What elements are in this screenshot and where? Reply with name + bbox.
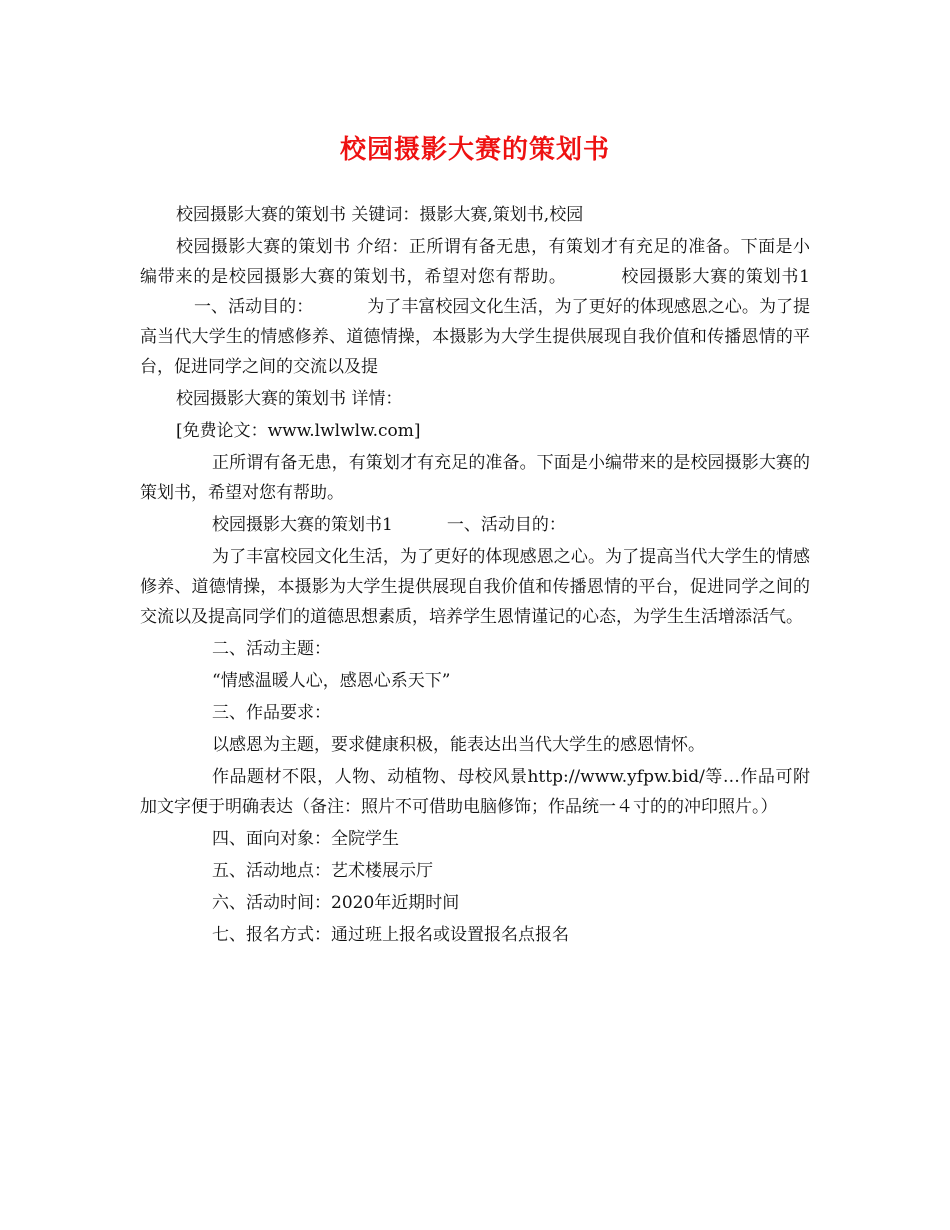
- plan-title: 校园摄影大赛的策划书1: [212, 515, 393, 535]
- page-title: 校园摄影大赛的策划书: [339, 135, 610, 165]
- preface-paragraph: 正所谓有备无患，有策划才有充足的准备。下面是小编带来的是校园摄影大赛的策划书，希望对您有帮助。: [140, 453, 810, 503]
- free-paper-link[interactable]: [免费论文：www.lwlwlw.com]: [176, 421, 421, 441]
- place-line: 五、活动地点：艺术楼展示厅: [212, 861, 433, 881]
- requirements-heading: 三、作品要求：: [212, 703, 331, 723]
- time-line: 六、活动时间：2020年近期时间: [212, 893, 460, 913]
- theme-heading: 二、活动主题：: [212, 639, 331, 659]
- intro-heading-purpose: 一、活动目的：: [194, 297, 314, 317]
- theme-text: “情感温暖人心，感恩心系天下”: [212, 671, 451, 691]
- signup-line: 七、报名方式：通过班上报名或设置报名点报名: [212, 925, 569, 945]
- intro-text: 校园摄影大赛的策划书 介绍：正所谓有备无患，有策划才有充足的准备。下面是小编带来的是校园摄影大赛的策划书，希望对您有帮助。: [140, 237, 810, 287]
- requirements-item-1: 以感恩为主题，要求健康积极，能表达出当代大学生的感恩情怀。: [212, 735, 705, 755]
- document-body: [140, 200, 810, 950]
- target-line: 四、面向对象：全院学生: [212, 829, 399, 849]
- intro-purpose-text: 为了丰富校园文化生活，为了更好的体现感恩之心。为了提高当代大学生的情感修养、道德情操，本摄影为大学生提供展现自我价值和传播恩情的平台，促进同学之间的交流以及提: [140, 297, 811, 377]
- purpose-paragraph: 为了丰富校园文化生活，为了更好的体现感恩之心。为了提高当代大学生的情感修养、道德情操，本摄影为大学生提供展现自我价值和传播恩情的平台，促进同学之间的交流以及提高同学们的道德思想素质，培养学生恩情谨记的心态，为学生生活增添活气。: [140, 547, 810, 627]
- intro-heading-title: 校园摄影大赛的策划书1: [620, 267, 810, 287]
- keywords-line: 校园摄影大赛的策划书 关键词：摄影大赛,策划书,校园: [176, 205, 584, 225]
- purpose-heading: 一、活动目的：: [446, 515, 566, 535]
- requirements-item-2: 作品题材不限，人物、动植物、母校风景http://www.yfpw.bid/等…作品可附加文字便于明确表达（备注：照片不可借助电脑修饰；作品统一４寸的的冲印照片。）: [140, 767, 810, 817]
- detail-line: 校园摄影大赛的策划书 详情：: [176, 389, 403, 409]
- intro-paragraph: [140, 232, 810, 382]
- section-heading-purpose: [140, 510, 810, 540]
